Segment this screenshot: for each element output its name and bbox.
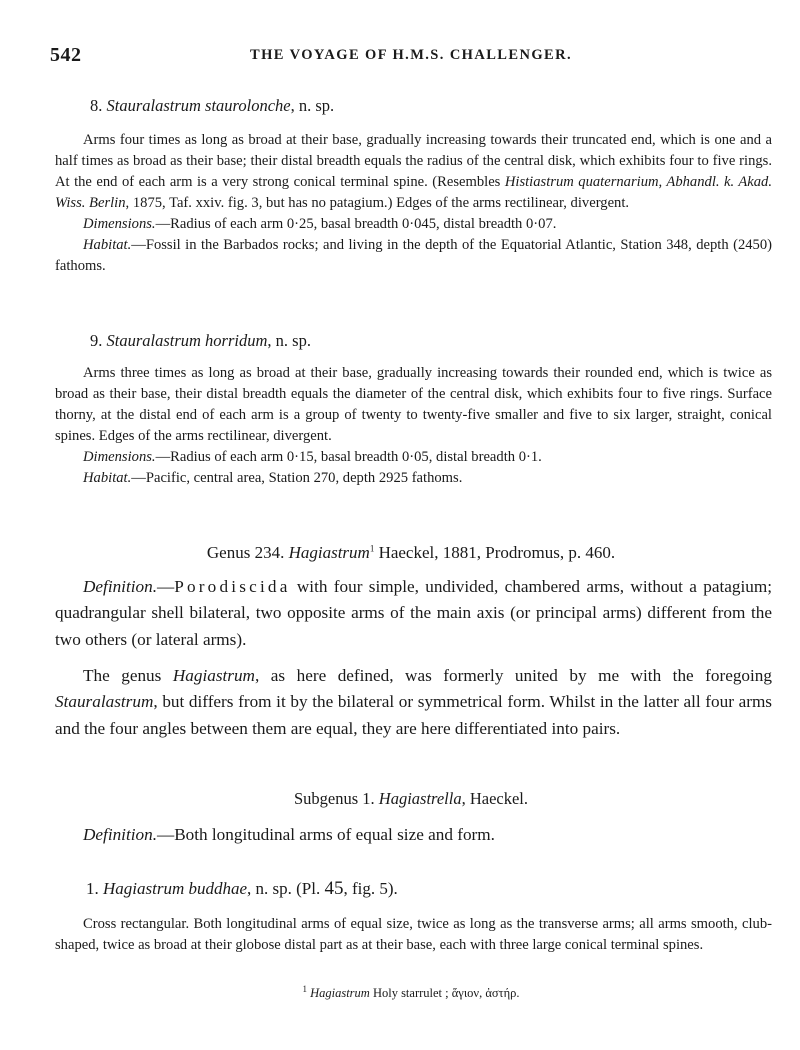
species-1-name: Hagiastrum buddhae: [103, 879, 248, 898]
species-8-heading: [90, 96, 334, 116]
species-8-name: Stauralastrum staurolonche: [106, 96, 291, 115]
species-1-heading: 1. Hagiastrum buddhae, n. sp. (Pl. 45, fig. 5).: [86, 878, 398, 899]
species-9-suffix: , n. sp.: [267, 331, 311, 350]
subgenus-heading: Subgenus 1. Hagiastrella, Haeckel.: [293, 789, 529, 808]
genus-definition: Definition.—Porodiscida with four simple, undivided, chambered arms, without a patagium; quadrangular shell bilateral, two opposite arms of the main axis (or principal arms) different from the two others (or lateral arms).: [55, 577, 772, 649]
page-number: 542: [50, 44, 82, 66]
genus-name: Hagiastrum: [288, 543, 370, 562]
species-1-description: Cross rectangular. Both longitudinal arms of equal size, twice as long as the transverse arms; all arms smooth, club-shaped, twice as broad at their globose distal part as at their base, each with three large conical terminal spines.: [55, 916, 772, 953]
species-8-suffix: , n. sp.: [290, 96, 335, 115]
species-9-dimensions: Dimensions.—Radius of each arm 0·15, basal breadth 0·05, distal breadth 0·1.: [83, 449, 542, 465]
subgenus-definition: Definition.—Both longitudinal arms of equal size and form.: [83, 825, 495, 844]
species-8-description: Arms four times as long as broad at their base, gradually increasing towards their truncated end, which is one and a half times as broad as their base; their distal breadth equals the radius of the central disk, which exhibits four to five rings. At the end of each arm is a very strong conical terminal spine. (Resembles Histiastrum quaternarium, Abhandl. k. Akad. Wiss. Berlin, 1875, Taf. xxiv. fig. 3, but has no patagium.) Edges of the arms rectilinear, divergent.: [55, 132, 772, 211]
running-title: THE VOYAGE OF H.M.S. CHALLENGER.: [250, 47, 572, 63]
species-1-body: [55, 914, 772, 956]
species-9-description: Arms three times as long as broad at their base, gradually increasing towards their rounded end, which is twice as broad as their base, their distal breadth equals the diameter of the central disk, which exhibits four to five rings. Surface thorny, at the distal end of each arm is a group of twenty to twenty-five smaller and five to six larger, straight, conical spines. Edges of the arms rectilinear, divergent.: [55, 365, 772, 444]
species-9-number: 9.: [90, 331, 103, 350]
species-9-habitat: Habitat.—Pacific, central area, Station 270, depth 2925 fathoms.: [83, 470, 463, 486]
footnote-term: Hagiastrum: [310, 986, 370, 1001]
species-8-reference: Histiastrum quaternarium, Abhandl. k. Akad. Wiss. Berlin: [55, 174, 772, 211]
page-header: [50, 44, 772, 68]
species-9-name: Stauralastrum horridum: [106, 331, 268, 350]
species-9-heading: [90, 331, 311, 351]
genus-heading: Genus 234. Hagiastrum$^1$ Haeckel, 1881, Prodromus, p. 460.: [206, 543, 616, 562]
footnote-text: Holy starrulet ; ἅγιον, ἀστήρ.: [369, 986, 520, 1001]
species-8-habitat: Habitat.—Fossil in the Barbados rocks; and living in the depth of the Equatorial Atlantic, Station 348, depth (2450) fathoms.: [55, 237, 772, 274]
subgenus-name: Hagiastrella: [378, 789, 462, 808]
footnote-reference: 1: [369, 543, 375, 554]
group-name: Porodiscida: [174, 577, 291, 596]
species-8-number: 8.: [90, 96, 103, 115]
genus-discussion: The genus Hagiastrum, as here defined, was formerly united by me with the foregoing Stauralastrum, but differs from it by the bilateral or symmetrical form. Whilst in the latter all four arms and the four angles between them are equal, they are here differentiated into pairs.: [55, 666, 772, 738]
species-8-body: [55, 130, 772, 277]
species-8-dimensions: Dimensions.—Radius of each arm 0·25, basal breadth 0·045, distal breadth 0·07.: [83, 216, 557, 232]
plate-number: 45: [324, 878, 344, 899]
footnote: $^1$ Hagiastrum Holy starrulet ; ἅγιον, ἀστήρ.: [302, 984, 520, 1001]
definition-label: Definition.: [83, 577, 157, 596]
species-9-body: [55, 363, 772, 489]
